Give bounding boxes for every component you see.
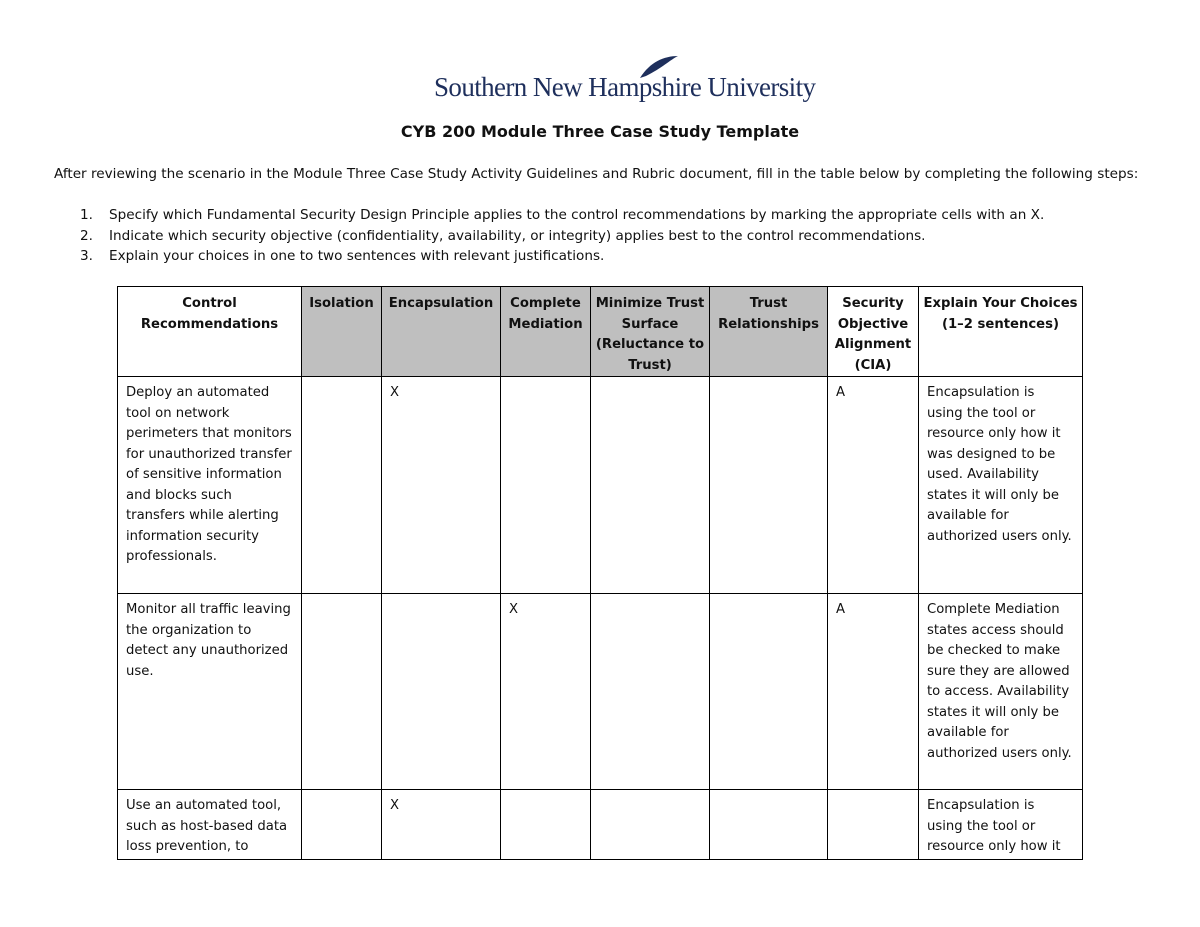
cell-encapsulation [382,594,501,790]
header-explain-choices [919,287,1083,377]
intro-paragraph: After reviewing the scenario in the Module Three Case Study Activity Guidelines and Rubric document, fill in the table below by completing the following steps: [54,166,1139,182]
cell-minimize-trust [591,790,710,860]
header-complete-mediation: Complete Mediation [501,287,591,377]
cell-encapsulation: X [382,790,501,860]
step-text: Specify which Fundamental Security Design Principle applies to the control recommendations by marking the appropriate cells with an X. [109,207,1045,223]
cell-trust-relationships [710,790,828,860]
header-encapsulation: Encapsulation [382,287,501,377]
cell-minimize-trust [591,377,710,594]
cell-complete-mediation [501,790,591,860]
header-security-objective: Security Objective Alignment (CIA) [828,287,919,377]
table-header-row [118,287,1083,377]
cell-isolation [302,790,382,860]
step-number: 2. [80,227,93,244]
cell-control: Use an automated tool, such as host-based data loss prevention, to [126,798,288,854]
cell-objective: A [828,594,919,790]
table-row [118,377,1083,594]
step-text: Indicate which security objective (confidentiality, availability, or integrity) applies best to the control recommendations. [109,227,926,244]
cell-isolation [302,594,382,790]
case-study-table [117,286,1083,860]
cell-explain: Complete Mediation states access should be checked to make sure they are allowed to access. Availability states it will only be available for authorized users only. [919,594,1083,790]
cell-explain: Encapsulation is using the tool or resource only how it was designed to be used. Availability states it will only be available for authorized users only. [919,377,1083,594]
cell-objective: A [828,377,919,594]
cell-control: Monitor all traffic leaving the organization to detect any unauthorized use. [118,594,302,790]
cell-encapsulation: X [382,377,501,594]
cell-minimize-trust [591,594,710,790]
header-control-recommendations: Control Recommendations [118,287,302,377]
cell-explain: Encapsulation is using the tool or resource only how it [927,798,1061,854]
cell-control: Deploy an automated tool on network perimeters that monitors for unauthorized transfer of sensitive information and blocks such transfers while alerting information security professionals. [118,377,302,594]
cell-trust-relationships [710,377,828,594]
table-row [118,594,1083,790]
header-explain-title: Explain Your Choices [923,296,1078,311]
header-trust-relationships: Trust Relationships [710,287,828,377]
cell-explain-wrap [919,790,1083,860]
header-explain-subtitle: (1–2 sentences) [941,316,1060,332]
step-number: 3. [80,248,93,264]
header-isolation: Isolation [302,287,382,377]
cell-complete-mediation [501,377,591,594]
cell-trust-relationships [710,594,828,790]
cell-control-wrap [118,790,302,860]
page-title: CYB 200 Module Three Case Study Template [400,122,800,141]
step-text: Explain your choices in one to two sentences with relevant justifications. [109,248,605,264]
step-number: 1. [80,207,93,223]
cell-complete-mediation: X [501,594,591,790]
table-row [118,790,1083,860]
cell-isolation [302,377,382,594]
cell-objective [828,790,919,860]
logo-text: Southern New Hampshire University [434,72,816,102]
header-minimize-trust-surface: Minimize Trust Surface (Reluctance to Trust) [591,287,710,377]
university-logo [434,54,816,104]
